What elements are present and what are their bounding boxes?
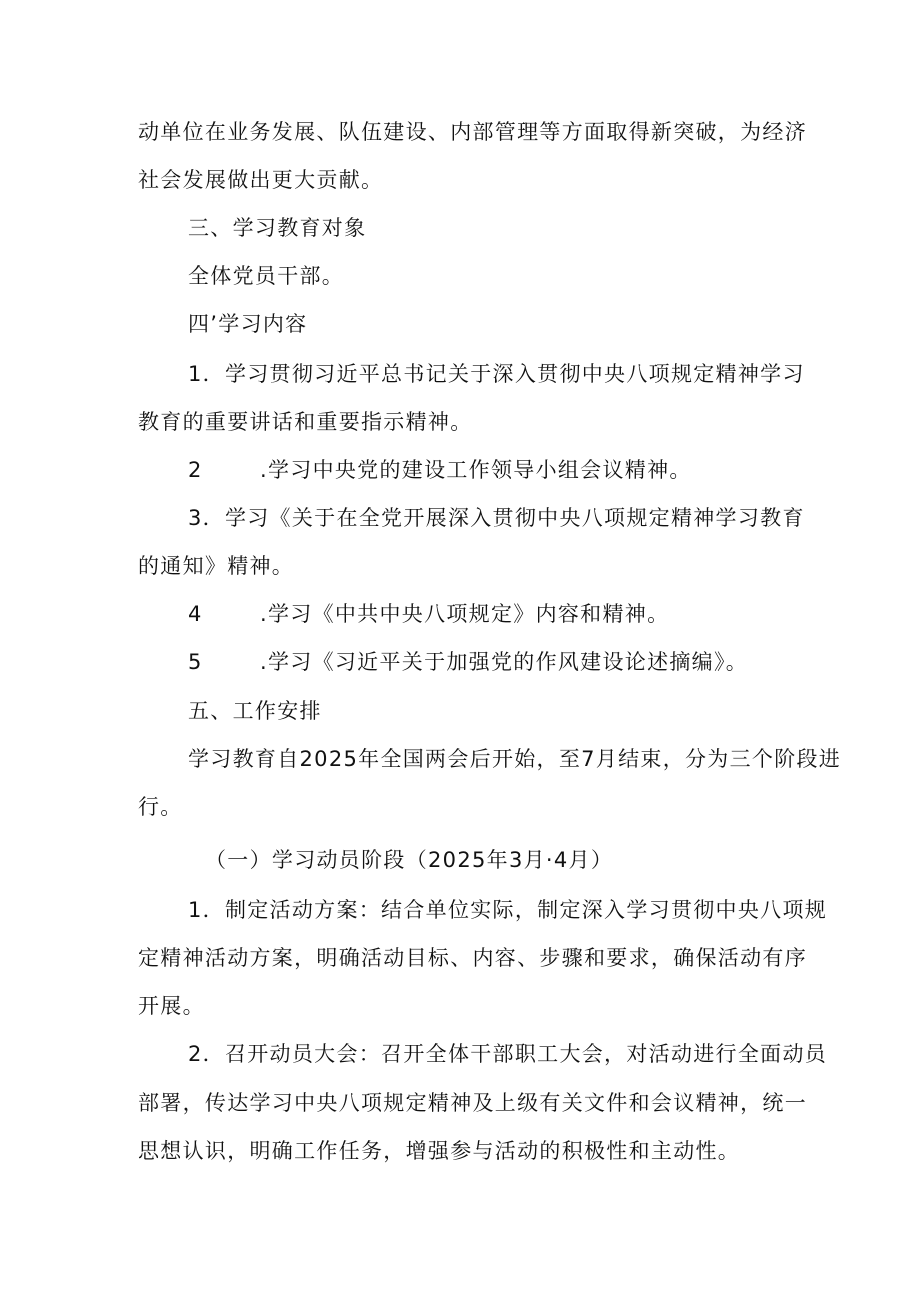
list-item-number: 5 — [188, 650, 203, 674]
paragraph-line: 学习教育自2025年全国两会后开始，至7月结束，分为三个阶段进 — [188, 747, 842, 771]
paragraph-line: 动单位在业务发展、队伍建设、内部管理等方面取得新突破，为经济 — [138, 120, 807, 144]
list-item — [188, 600, 669, 628]
list-item-line: 3．学习《关于在全党开展深入贯彻中央八项规定精神学习教育 — [188, 506, 805, 530]
subsection-heading: （一）学习动员阶段（2025年3月·4月） — [205, 848, 614, 872]
list-item-line: 2．召开动员大会：召开全体干部职工大会，对活动进行全面动员 — [188, 1042, 828, 1066]
list-item-line: 教育的重要讲话和重要指示精神。 — [138, 410, 473, 434]
list-item — [188, 648, 748, 676]
paragraph-line: 社会发展做出更大贡献。 — [138, 168, 384, 192]
list-item-text: .学习《习近平关于加强党的作风建设论述摘编》。 — [260, 650, 749, 674]
list-item — [188, 456, 692, 484]
list-item-text: .学习《中共中央八项规定》内容和精神。 — [260, 602, 670, 626]
list-item-line: 部署，传达学习中央八项规定精神及上级有关文件和会议精神，统一 — [138, 1091, 807, 1115]
list-item-line: 思想认识，明确工作任务，增强参与活动的积极性和主动性。 — [138, 1139, 741, 1163]
section-heading: 五、工作安排 — [188, 699, 322, 723]
list-item-number: 4 — [188, 602, 203, 626]
paragraph-line: 行。 — [138, 795, 183, 819]
list-item-number: 2 — [188, 458, 203, 482]
list-item-line: 的通知》精神。 — [138, 554, 295, 578]
list-item-line: 1．制定活动方案：结合单位实际，制定深入学习贯彻中央八项规 — [188, 898, 828, 922]
list-item-text: .学习中央党的建设工作领导小组会议精神。 — [260, 458, 692, 482]
list-item-line: 1．学习贯彻习近平总书记关于深入贯彻中央八项规定精神学习 — [188, 362, 805, 386]
list-item-line: 定精神活动方案，明确活动目标、内容、步骤和要求，确保活动有序 — [138, 946, 807, 970]
section-heading: 四’学习内容 — [188, 312, 308, 336]
section-heading: 三、学习教育对象 — [188, 216, 367, 240]
list-item-line: 开展。 — [138, 994, 205, 1018]
paragraph-line: 全体党员干部。 — [188, 264, 345, 288]
